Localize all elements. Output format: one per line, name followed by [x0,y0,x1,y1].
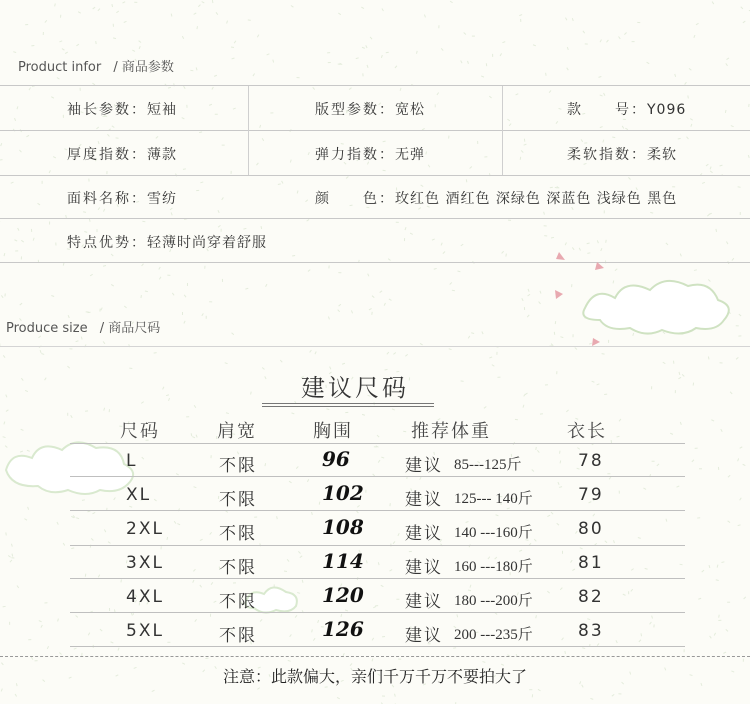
product-info-title [18,56,174,75]
info-fit-value: 宽松 [395,102,425,118]
info-fabric-label: 面料名称： [67,191,147,207]
advice-cell: 建议 [405,490,443,510]
info-thickness-label: 厚度指数： [67,147,147,163]
info-sleeve-value: 短袖 [147,102,177,118]
info-style-no [567,99,686,119]
row-divider [70,646,685,647]
info-divider-1 [248,86,249,175]
size-table-title: 建议尺码 [301,374,409,402]
length-cell: 78 [578,451,604,471]
info-fabric-value: 雪纺 [147,191,177,207]
shoulder-cell: 不限 [219,490,257,510]
info-elasticity-value: 无弹 [395,147,425,163]
weight-cell: 160 ---180斤 [454,559,533,575]
info-line-3 [0,218,750,219]
info-fabric [67,188,177,208]
header-size: 尺码 [120,421,160,442]
size-cell: 2XL [126,519,164,539]
info-elasticity [315,144,425,164]
advice-cell: 建议 [405,558,443,578]
length-cell: 81 [578,553,604,573]
advice-cell: 建议 [405,456,443,476]
weight-cell: 200 ---235斤 [454,627,533,643]
chest-cell: 108 [322,515,364,539]
size-cell: 4XL [126,587,164,607]
info-thickness [67,144,177,164]
chest-cell: 120 [322,583,364,607]
advice-cell: 建议 [405,626,443,646]
info-features-value: 轻薄时尚穿着舒服 [147,235,267,251]
weight-cell: 140 ---160斤 [454,525,533,541]
info-elasticity-label: 弹力指数： [315,147,395,163]
chest-cell: 96 [322,447,350,471]
header-weight: 推荐体重 [411,421,491,442]
advice-cell: 建议 [405,524,443,544]
shoulder-cell: 不限 [219,592,257,612]
size-note: 注意：此款偏大，亲们千万千万不要拍大了 [222,667,527,686]
footer-divider [0,656,750,657]
info-sleeve-label: 袖长参数： [67,102,147,118]
info-colors-value: 玫红色 酒红色 深绿色 深蓝色 浅绿色 黑色 [395,191,678,207]
info-colors-label: 颜 色： [315,191,395,207]
header-line [70,443,685,444]
row-divider [70,545,685,546]
weight-cell: 85---125斤 [454,457,522,473]
size-title-underline-2 [262,406,434,407]
header-shoulder: 肩宽 [217,421,257,442]
header-length: 衣长 [567,421,607,442]
produce-size-title-en: Produce size [6,321,88,336]
size-cell: XL [126,485,152,505]
row-divider [70,476,685,477]
length-cell: 83 [578,621,604,641]
info-divider-2 [502,86,503,175]
header-chest: 胸围 [313,421,353,442]
shoulder-cell: 不限 [219,524,257,544]
advice-cell: 建议 [405,592,443,612]
info-style-no-value: Y096 [647,102,687,118]
info-softness-value: 柔软 [647,147,677,163]
size-cell: 5XL [126,621,164,641]
info-features [67,232,267,252]
length-cell: 82 [578,587,604,607]
size-title-underline-1 [262,403,434,404]
produce-size-title-cn: 商品尺码 [108,321,161,336]
shoulder-cell: 不限 [219,626,257,646]
info-fit-label: 版型参数： [315,102,395,118]
shoulder-cell: 不限 [219,456,257,476]
info-colors [315,188,677,208]
info-style-no-label: 款 号： [567,102,647,118]
chest-cell: 126 [322,617,364,641]
cloud-decoration-right [545,248,750,353]
weight-cell: 125--- 140斤 [454,491,533,507]
product-info-title-sep: / [113,60,118,75]
weight-cell: 180 ---200斤 [454,593,533,609]
info-fit [315,99,425,119]
info-line-2 [0,175,750,176]
produce-size-title-sep: / [99,321,105,336]
info-line-1 [0,130,750,131]
row-divider [70,578,685,579]
length-cell: 80 [578,519,604,539]
info-softness-label: 柔软指数： [567,147,647,163]
row-divider [70,510,685,511]
produce-size-title [6,317,160,336]
size-cell: L [126,451,138,471]
chest-cell: 102 [322,481,364,505]
info-line-top [0,85,750,86]
info-softness [567,144,677,164]
info-thickness-value: 薄款 [147,147,177,163]
size-section-line [0,346,750,347]
size-cell: 3XL [126,553,164,573]
info-sleeve [67,99,177,119]
product-info-title-en: Product infor [18,60,102,75]
chest-cell: 114 [322,549,364,573]
shoulder-cell: 不限 [219,558,257,578]
product-info-title-cn: 商品参数 [121,60,174,75]
info-features-label: 特点优势： [67,235,147,251]
length-cell: 79 [578,485,604,505]
row-divider [70,612,685,613]
